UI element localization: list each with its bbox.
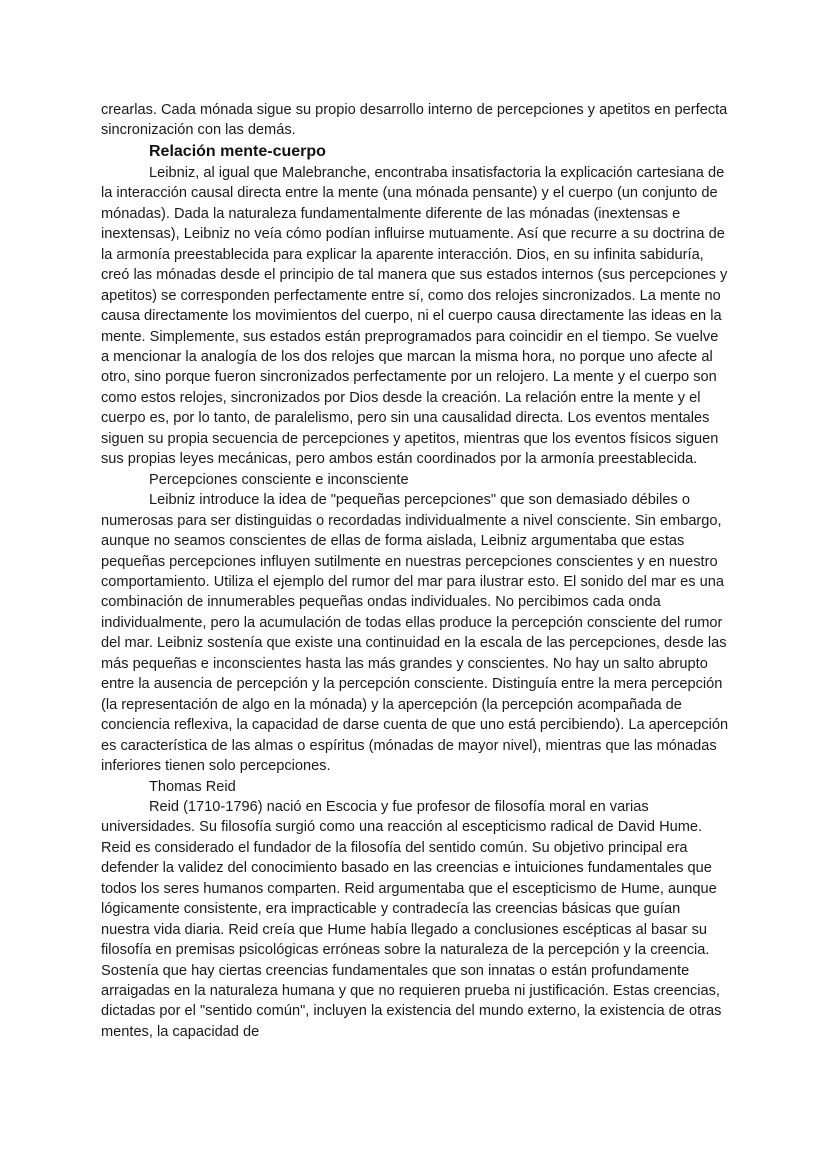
- paragraph-thomas-reid: Reid (1710-1796) nació en Escocia y fue profesor de filosofía moral en varias universidades. Su filosofía surgió como una reacción al escepticismo radical de David Hume. Reid es considerado el fundador de la filosofía del sentido común. Su objetivo principal era defender la validez del conocimiento basado en las creencias e intuiciones fundamentales que todos los seres humanos comparten. Reid argumentaba que el escepticismo de Hume, aunque lógicamente consistente, era impracticable y contradecía las creencias básicas que guían nuestra vida diaria. Reid creía que Hume había llegado a conclusiones escépticas al basar su filosofía en premisas psicológicas erróneas sobre la naturaleza de la percepción y la creencia. Sostenía que hay ciertas creencias fundamentales que son innatas o están profundamente arraigadas en la naturaleza humana y que no requieren prueba ni justificación. Estas creencias, dictadas por el "sentido común", incluyen la existencia del mundo externo, la existencia de otras mentes, la capacidad de: [101, 798, 722, 1040]
- paragraph-mente-cuerpo: Leibniz, al igual que Malebranche, encontraba insatisfactoria la explicación cartesiana de la interacción causal directa entre la mente (una mónada pensante) y el cuerpo (un conjunto de mónadas). Dada la naturaleza fundamentalmente diferente de las mónadas (inextensas e inextensas), Leibniz no veía cómo podían influirse mutuamente. Así que recurre a su doctrina de la armonía preestablecida para explicar la aparente interacción. Dios, en su infinita sabiduría, creó las mónadas desde el principio de tal manera que sus estados internos (sus percepciones y apetitos) se corresponden perfectamente entre sí, como dos relojes sincronizados. La mente no causa directamente los movimientos del cuerpo, ni el cuerpo causa directamente las ideas en la mente. Simplemente, sus estados están preprogramados para coincidir en el tiempo. Se vuelve a mencionar la analogía de los dos relojes que marcan la misma hora, no porque uno afecte al otro, sino porque fueron sincronizados perfectamente por un relojero. La mente y el cuerpo son como estos relojes, sincronizados por Dios desde la creación. La relación entre la mente y el cuerpo es, por lo tanto, de paralelismo, pero sin una causalidad directa. Los eventos mentales siguen su propia secuencia de percepciones y apetitos, mientras que los eventos físicos siguen sus propias leyes mecánicas, pero ambos están coordinados por la armonía preestablecida.: [101, 164, 728, 468]
- paragraph-percepciones: Leibniz introduce la idea de "pequeñas percepciones" que son demasiado débiles o numerosas para ser distinguidas o recordadas individualmente a nivel consciente. Sin embargo, aunque no seamos conscientes de ellas de forma aislada, Leibniz argumentaba que estas pequeñas percepciones influyen sutilmente en nuestras percepciones conscientes y en nuestro comportamiento. Utiliza el ejemplo del rumor del mar para ilustrar esto. El sonido del mar es una combinación de innumerables pequeñas ondas individuales. No percibimos cada onda individualmente, pero la acumulación de todas ellas produce la percepción consciente del rumor del mar. Leibniz sostenía que existe una continuidad en la escala de las percepciones, desde las más pequeñas e inconscientes hasta las más grandes y conscientes. No hay un salto abrupto entre la ausencia de percepción y la percepción consciente. Distinguía entre la mera percepción (la representación de algo en la mónada) y la apercepción (la percepción acompañada de conciencia reflexiva, la capacidad de darse cuenta de que uno está percibiendo). La apercepción es característica de las almas o espíritus (mónadas de mayor nivel), mientras que las mónadas inferiores tienen solo percepciones.: [101, 492, 729, 775]
- intro-paragraph: crearlas. Cada mónada sigue su propio desarrollo interno de percepciones y apetitos en perfecta sincronización con las demás.: [101, 102, 728, 139]
- heading-percepciones: Percepciones consciente e inconsciente: [149, 471, 409, 488]
- heading-relacion-mente-cuerpo: Relación mente-cuerpo: [149, 142, 326, 160]
- heading-thomas-reid: Thomas Reid: [149, 778, 236, 795]
- page-content: [101, 100, 729, 1042]
